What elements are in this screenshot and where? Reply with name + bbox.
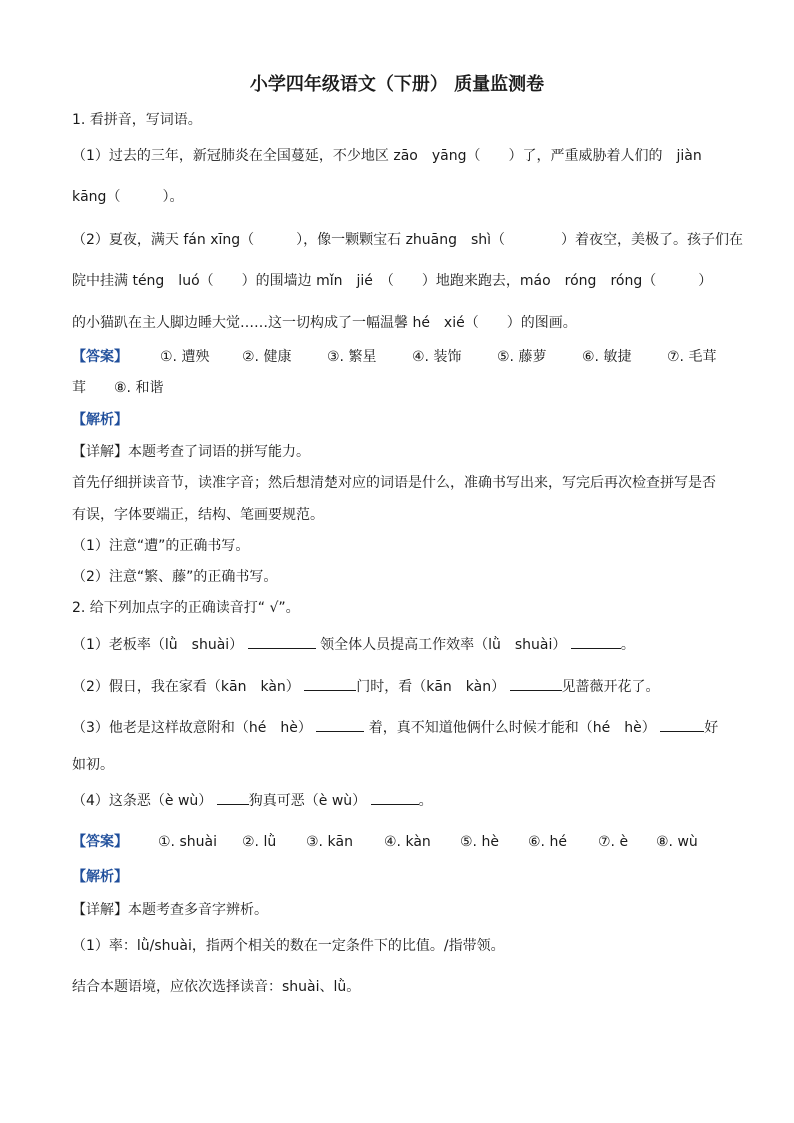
q2-sentence-4 xyxy=(72,790,433,811)
q2-s2-part-c: 见蔷薇开花了。 xyxy=(561,679,660,695)
q1-p1-line2: kāng（ ）。 xyxy=(72,189,184,205)
q2-answer-label: 【答案】 xyxy=(72,834,128,850)
q2-s2-part-b: 门时，看（kān kàn） xyxy=(356,679,506,695)
q2-s2-part-a: （2）假日，我在家看（kān kàn） xyxy=(72,679,300,695)
q1-detail-text: 本题考查了词语的拼写能力。 xyxy=(128,444,310,460)
q2-answer-6: ⑥. hé xyxy=(528,834,567,850)
answer-blank xyxy=(571,634,621,649)
q2-s4-end: 。 xyxy=(418,793,433,809)
q2-answer-5: ⑤. hè xyxy=(460,834,499,850)
q1-heading: 1. 看拼音，写词语。 xyxy=(72,112,202,128)
q2-answer-4: ④. kàn xyxy=(384,834,431,850)
q1-p2-line3: 的小猫趴在主人脚边睡大觉……这一切构成了一幅温馨 hé xié（ ）的图画。 xyxy=(72,315,577,331)
q1-answer-7-cont: 茸 xyxy=(72,380,86,396)
q2-s3-part-c: 好 xyxy=(704,720,719,736)
answer-blank xyxy=(304,676,356,691)
q2-detail-text: 本题考查多音字辨析。 xyxy=(128,902,268,918)
q2-s4-part-a: （4）这条恶（è wù） xyxy=(72,793,213,809)
answer-blank xyxy=(316,717,364,732)
q1-answer-2: ②. 健康 xyxy=(242,349,292,365)
q2-detail xyxy=(72,900,268,920)
q2-answer-3: ③. kān xyxy=(306,834,354,850)
q1-explain-2: 有误，字体要端正，结构、笔画要规范。 xyxy=(72,507,324,523)
q1-answer-8: ⑧. 和谐 xyxy=(114,380,164,396)
q2-answer-row xyxy=(72,832,722,854)
q2-s3-part-a: （3）他老是这样故意附和（hé hè） xyxy=(72,720,312,736)
answer-blank xyxy=(217,790,249,805)
q1-p2-line1: （2）夏夜，满天 fán xīng（ ），像一颗颗宝石 zhuāng shì（ ）着夜空，美极了。孩子们在 xyxy=(72,232,744,248)
q1-answer-3: ③. 繁星 xyxy=(327,349,377,365)
answer-blank xyxy=(510,676,562,691)
q2-sentence-3-line2: 如初。 xyxy=(72,757,114,773)
answer-blank xyxy=(371,790,419,805)
q2-answer-1: ①. shuài xyxy=(158,834,217,850)
q2-sentence-2 xyxy=(72,676,660,697)
q1-answer-label: 【答案】 xyxy=(72,349,128,365)
q2-answer-7: ⑦. è xyxy=(598,834,629,850)
q2-analysis-label: 【解析】 xyxy=(72,869,128,885)
q1-answer-5: ⑤. 藤萝 xyxy=(497,349,547,365)
q1-explain-1: 首先仔细拼读音节，读准字音；然后想清楚对应的词语是什么，准确书写出来，写完后再次检查拼写是否 xyxy=(72,475,716,491)
q1-note-2: （2）注意“繁、藤”的正确书写。 xyxy=(72,569,278,585)
q2-detail-label: 【详解】 xyxy=(72,902,128,918)
q1-answer-1: ①. 遭殃 xyxy=(160,349,210,365)
q1-detail xyxy=(72,442,310,462)
q2-s1-part-b: 领全体人员提高工作效率（lǜ shuài） xyxy=(320,637,567,653)
q1-answer-7: ⑦. 毛茸 xyxy=(667,349,717,365)
q2-s1-end: 。 xyxy=(620,637,635,653)
q2-answer-2: ②. lǜ xyxy=(242,834,277,850)
q1-answer-row xyxy=(72,347,722,369)
q2-s1-part-a: （1）老板率（lǜ shuài） xyxy=(72,637,244,653)
answer-blank xyxy=(660,717,704,732)
q1-detail-label: 【详解】 xyxy=(72,444,128,460)
q1-answer-6: ⑥. 敏捷 xyxy=(582,349,632,365)
answer-blank xyxy=(248,634,316,649)
q2-rule-1: （1）率：lǜ/shuài，指两个相关的数在一定条件下的比值。/指带领。 xyxy=(72,938,505,954)
q2-s3-part-b: 着，真不知道他俩什么时候才能和（hé hè） xyxy=(368,720,656,736)
q2-heading: 2. 给下列加点字的正确读音打“ √”。 xyxy=(72,600,300,616)
q1-p2-line2: 院中挂满 téng luó（ ）的围墙边 mǐn jié （ ）地跑来跑去，máo róng róng（ ） xyxy=(72,273,713,289)
q1-analysis-label: 【解析】 xyxy=(72,412,128,428)
q1-answer-4: ④. 装饰 xyxy=(412,349,462,365)
q1-note-1: （1）注意“遭”的正确书写。 xyxy=(72,538,250,554)
q1-p1-line1: （1）过去的三年，新冠肺炎在全国蔓延，不少地区 zāo yāng（ ）了，严重威胁着人们的 jiàn xyxy=(72,148,702,164)
q2-sentence-1 xyxy=(72,634,635,655)
q2-sentence-3 xyxy=(72,717,718,738)
page-title: 小学四年级语文（下册） 质量监测卷 xyxy=(249,74,545,95)
q2-s4-part-b: 狗真可恶（è wù） xyxy=(248,793,367,809)
q2-rule-2: 结合本题语境，应依次选择读音：shuài、lǜ。 xyxy=(72,979,361,995)
q1-answer-row-2 xyxy=(72,378,372,400)
q2-answer-8: ⑧. wù xyxy=(656,834,698,850)
